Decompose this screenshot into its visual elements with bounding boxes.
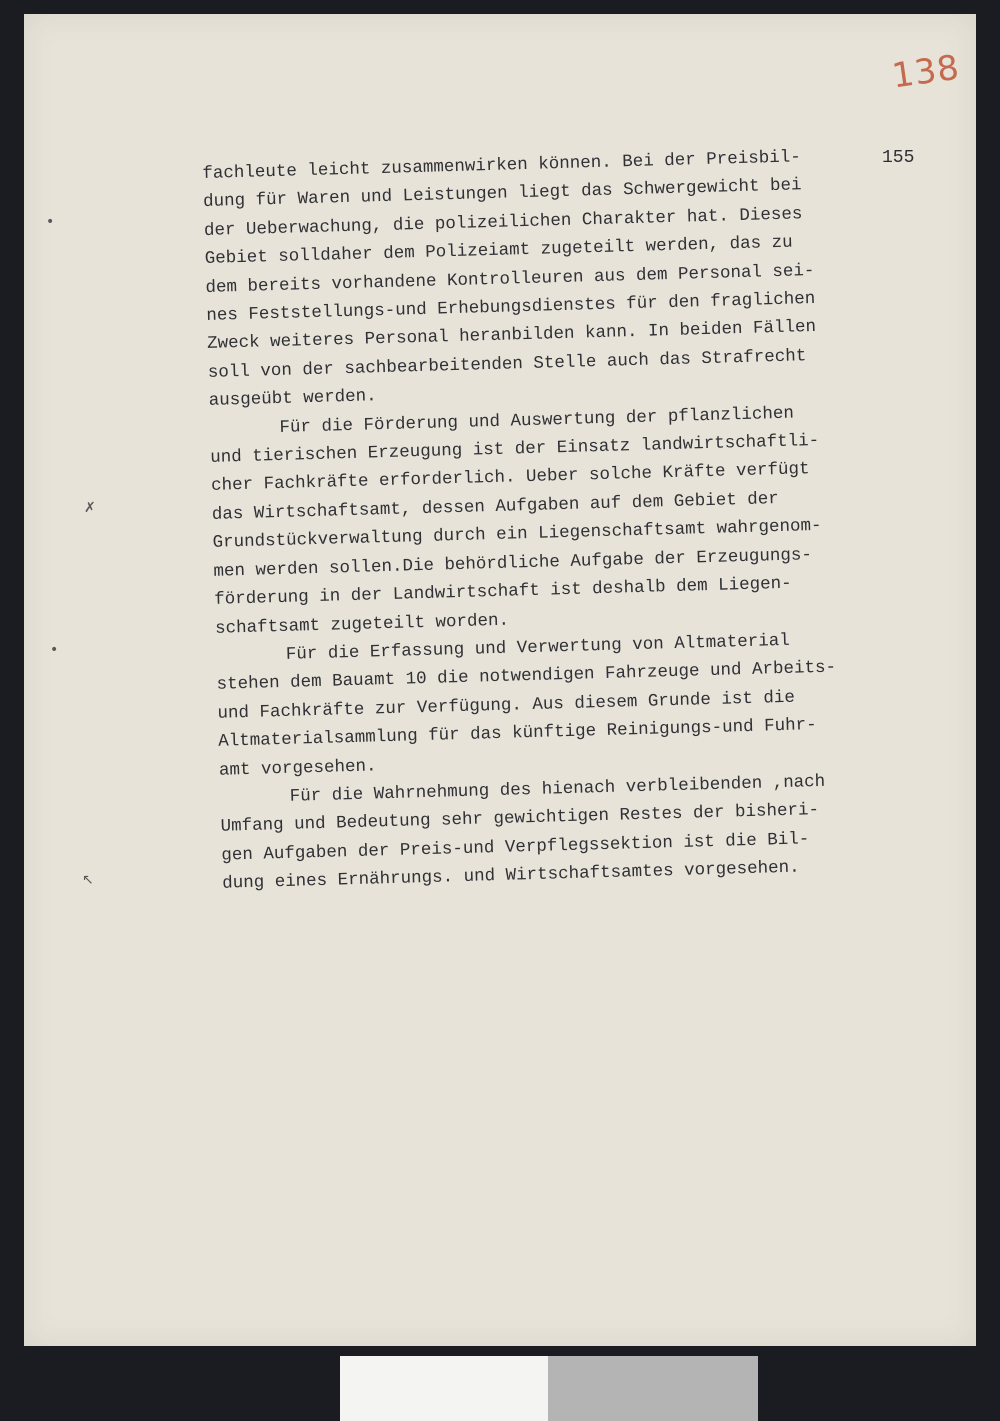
text-line: und Fachkräfte zur Verfügung. Aus diesem Grunde ist die bbox=[217, 687, 796, 724]
text-line: das Wirtschaftsamt, dessen Aufgaben auf dem Gebiet der bbox=[211, 488, 780, 525]
calibration-bar-gray bbox=[548, 1356, 758, 1421]
text-line: Altmaterialsammlung für das künftige Reinigungs-und Fuhr- bbox=[217, 715, 817, 752]
text-line: stehen dem Bauamt 10 die notwendigen Fahrzeuge und Arbeits- bbox=[216, 657, 837, 696]
calibration-bar-white bbox=[340, 1356, 548, 1421]
text-line: Für die Erfassung und Verwertung von Altmaterial bbox=[285, 630, 791, 665]
text-line: Gebiet solldaher dem Polizeiamt zugeteilt werden, das zu bbox=[204, 232, 793, 270]
text-line: ausgeübt werden. bbox=[208, 386, 377, 412]
margin-mark: ↖ bbox=[82, 872, 94, 888]
text-line: Umfang und Bedeutung sehr gewichtigen Restes der bisheri- bbox=[220, 800, 820, 838]
margin-mark: ✗ bbox=[84, 500, 96, 516]
text-line: nes Feststellungs-und Erhebungsdienstes für den fraglichen bbox=[206, 288, 816, 326]
text-line: amt vorgesehen. bbox=[218, 755, 377, 781]
text-line: men werden sollen.Die behördliche Aufgabe der Erzeugungs- bbox=[213, 544, 813, 582]
text-line: Grundstückverwaltung durch ein Liegenschaftsamt wahrgenom- bbox=[212, 516, 822, 554]
text-line: dung eines Ernährungs. und Wirtschaftsamtes vorgesehen. bbox=[221, 857, 800, 894]
text-line: schaftsamt zugeteilt worden. bbox=[214, 610, 510, 639]
text-line: dung für Waren und Leistungen liegt das Schwergewicht bei bbox=[202, 175, 802, 213]
margin-mark: • bbox=[46, 214, 55, 230]
text-line: fachleute leicht zusammenwirken können. Bei der Preisbil- bbox=[202, 147, 802, 184]
text-line: der Ueberwachung, die polizeilichen Charakter hat. Dieses bbox=[203, 204, 803, 241]
text-line: soll von der sachbearbeitenden Stelle auch das Strafrecht bbox=[207, 346, 807, 383]
text-line: förderung in der Landwirtschaft ist deshalb dem Liegen- bbox=[214, 573, 792, 610]
text-line: Für die Wahrnehmung des hienach verbleibenden ,nach bbox=[289, 771, 826, 807]
text-line: dem bereits vorhandene Kontrolleuren aus dem Personal sei- bbox=[205, 260, 815, 298]
margin-mark: • bbox=[50, 642, 59, 658]
text-line: cher Fachkräfte erforderlich. Ueber solche Kräfte verfügt bbox=[210, 459, 810, 497]
text-line: Für die Förderung und Auswertung der pflanzlichen bbox=[279, 403, 795, 438]
page-number: 155 bbox=[882, 148, 915, 168]
text-line: Zweck weiteres Personal heranbilden kann. In beiden Fällen bbox=[206, 317, 817, 355]
archive-number-handwritten: 138 bbox=[889, 47, 963, 97]
typed-body-text bbox=[202, 140, 942, 898]
text-line: gen Aufgaben der Preis-und Verpflegssektion ist die Bil- bbox=[221, 829, 810, 866]
text-line: und tierischen Erzeugung ist der Einsatz landwirtschaftli- bbox=[210, 430, 820, 468]
